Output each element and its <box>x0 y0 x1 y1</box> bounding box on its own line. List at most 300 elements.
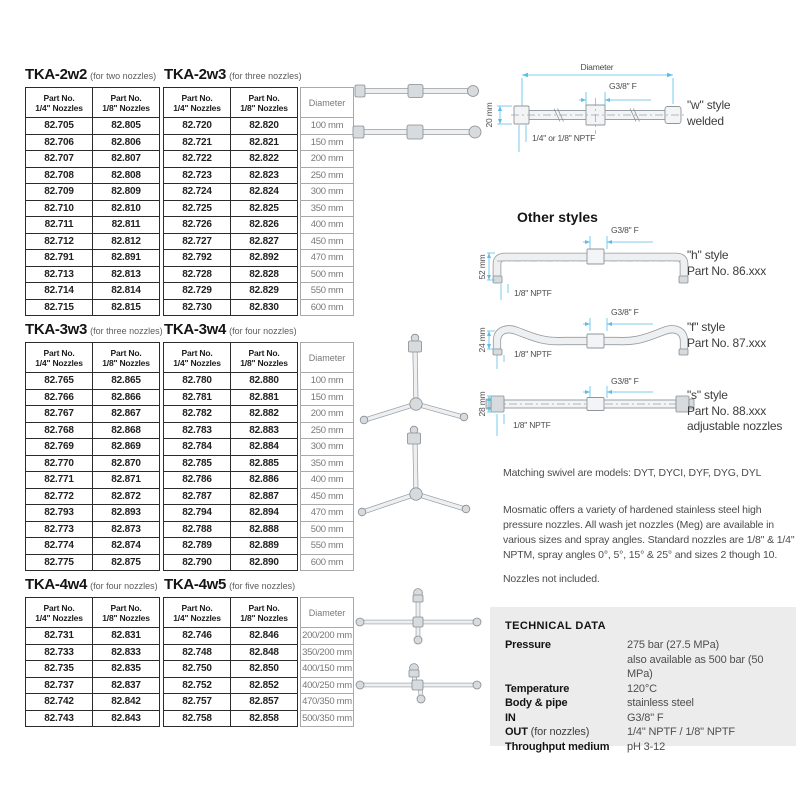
part-number-cell: 82.765 <box>26 373 93 390</box>
table-row <box>301 521 354 538</box>
technical-data-value: 1/4" NPTF / 1/8" NPTF <box>627 726 735 738</box>
table-row <box>301 373 354 390</box>
diameter-cell: 400 mm <box>301 217 354 234</box>
part-number-cell: 82.743 <box>26 710 93 727</box>
diameter-cell: 150 mm <box>301 134 354 151</box>
part-number-cell: 82.709 <box>26 184 93 201</box>
table-row <box>301 538 354 555</box>
diameter-cell: 400/250 mm <box>301 677 354 694</box>
table-row <box>301 217 354 234</box>
header-row <box>164 88 298 118</box>
part-number-cell: 82.824 <box>231 184 298 201</box>
part-number-cell: 82.708 <box>26 167 93 184</box>
table-title-text: TKA-3w3 <box>25 321 88 338</box>
part-number-cell: 82.781 <box>164 389 231 406</box>
table-row <box>26 661 160 678</box>
table-row <box>26 283 160 300</box>
f-style-drawing <box>477 305 698 373</box>
table-title-text: TKA-4w4 <box>25 576 88 593</box>
table-row <box>26 184 160 201</box>
style-part-number: Part No. 88.xxx <box>687 403 767 418</box>
diameter-cell: 470 mm <box>301 505 354 522</box>
part-number-cell: 82.888 <box>231 521 298 538</box>
table-row <box>301 151 354 168</box>
part-number-cell: 82.889 <box>231 538 298 555</box>
part-number-cell: 82.869 <box>93 439 160 456</box>
part-number-cell: 82.794 <box>164 505 231 522</box>
part-number-cell: 82.707 <box>26 151 93 168</box>
column-header: Diameter <box>301 598 354 628</box>
part-number-cell: 82.710 <box>26 200 93 217</box>
diameter-cell: 400 mm <box>301 472 354 489</box>
block-titles <box>25 66 360 87</box>
table-row <box>26 677 160 694</box>
part-number-cell: 82.706 <box>26 134 93 151</box>
part-number-cell: 82.770 <box>26 455 93 472</box>
header-row <box>26 88 160 118</box>
technical-data-label: Pressure <box>505 639 551 651</box>
diameter-cell: 350/200 mm <box>301 644 354 661</box>
table-row <box>164 250 298 267</box>
table-row <box>164 233 298 250</box>
table-row <box>164 628 298 645</box>
tripod-2 <box>358 426 470 516</box>
technical-data-row <box>505 638 788 682</box>
table-title-note: (for four nozzles) <box>229 326 297 336</box>
diameter-cell: 100 mm <box>301 118 354 135</box>
technical-data-rows <box>505 638 788 754</box>
part-number-cell: 82.872 <box>93 488 160 505</box>
part-number-cell: 82.769 <box>26 439 93 456</box>
part-number-cell: 82.757 <box>164 694 231 711</box>
part-number-cell: 82.848 <box>231 644 298 661</box>
table-row <box>26 710 160 727</box>
table-row <box>164 134 298 151</box>
column-header: Part No. 1/8" Nozzles <box>93 598 160 628</box>
s-style-label <box>687 388 782 435</box>
technical-data-row <box>505 740 788 755</box>
part-number-cell: 82.843 <box>93 710 160 727</box>
table-row <box>26 521 160 538</box>
h-style-drawing <box>477 222 698 312</box>
table-row <box>301 472 354 489</box>
technical-data-label: Throughput medium <box>505 740 610 753</box>
part-number-cell: 82.884 <box>231 439 298 456</box>
part-number-cell: 82.771 <box>26 472 93 489</box>
diameter-cell: 500 mm <box>301 521 354 538</box>
part-number-cell: 82.785 <box>164 455 231 472</box>
part-number-cell: 82.809 <box>93 184 160 201</box>
table-block-tka4 <box>25 576 360 727</box>
table-row <box>301 299 354 316</box>
table-row <box>164 455 298 472</box>
part-number-cell: 82.821 <box>231 134 298 151</box>
table-title-right <box>164 321 297 339</box>
column-header: Part No. 1/4" Nozzles <box>26 343 93 373</box>
w-style-label <box>687 97 730 129</box>
table-title-right <box>164 576 295 594</box>
table-row <box>301 488 354 505</box>
height-dim-label: 20 mm <box>484 102 494 128</box>
part-number-cell: 82.822 <box>231 151 298 168</box>
product-image-cross-assemblies <box>352 582 492 707</box>
part-number-cell: 82.875 <box>93 554 160 571</box>
table-row <box>301 200 354 217</box>
diameter-cell: 250 mm <box>301 422 354 439</box>
cross-4-nozzle <box>356 589 481 644</box>
table-row <box>301 406 354 423</box>
part-number-cell: 82.791 <box>26 250 93 267</box>
diameter-cell: 500/350 mm <box>301 710 354 727</box>
table-row <box>301 710 354 727</box>
header-row <box>301 88 354 118</box>
diameter-cell: 500 mm <box>301 266 354 283</box>
part-number-table <box>25 597 160 727</box>
part-number-cell: 82.885 <box>231 455 298 472</box>
w-style-drawing <box>483 58 698 178</box>
column-header: Part No. 1/4" Nozzles <box>164 598 231 628</box>
part-number-cell: 82.826 <box>231 217 298 234</box>
column-header: Part No. 1/4" Nozzles <box>26 598 93 628</box>
table-row <box>301 505 354 522</box>
part-number-cell: 82.720 <box>164 118 231 135</box>
style-name: "f" style <box>687 320 726 334</box>
diameter-cell: 150 mm <box>301 389 354 406</box>
part-number-cell: 82.705 <box>26 118 93 135</box>
part-number-cell: 82.790 <box>164 554 231 571</box>
technical-data-value: stainless steel <box>627 697 694 709</box>
table-row <box>26 250 160 267</box>
technical-data-value: 120°C <box>627 682 657 695</box>
technical-data-row <box>505 696 788 711</box>
part-number-cell: 82.725 <box>164 200 231 217</box>
header-row <box>301 598 354 628</box>
diameter-cell: 200/200 mm <box>301 628 354 645</box>
table-row <box>164 710 298 727</box>
table-row <box>164 299 298 316</box>
table-row <box>164 373 298 390</box>
table-row <box>301 694 354 711</box>
column-header: Part No. 1/8" Nozzles <box>231 598 298 628</box>
technical-data-label: IN <box>505 711 516 724</box>
diameter-cell: 100 mm <box>301 373 354 390</box>
nptf-dim-label: 1/4" or 1/8" NPTF <box>532 133 596 143</box>
part-number-table <box>25 342 160 571</box>
diameter-cell: 600 mm <box>301 299 354 316</box>
nptf-dim-label: 1/8" NPTF <box>514 288 552 298</box>
table-row <box>164 538 298 555</box>
diameter-dim-label: Diameter <box>580 62 614 72</box>
table-row <box>301 266 354 283</box>
spray-bar-2 <box>353 125 481 139</box>
table-row <box>301 439 354 456</box>
cross-5-nozzle <box>356 664 481 703</box>
table-row <box>301 628 354 645</box>
part-number-cell: 82.767 <box>26 406 93 423</box>
diameter-table <box>300 87 354 316</box>
table-title-text: TKA-2w3 <box>164 66 227 83</box>
part-number-cell: 82.870 <box>93 455 160 472</box>
table-row <box>301 134 354 151</box>
table-row <box>26 472 160 489</box>
part-number-cell: 82.788 <box>164 521 231 538</box>
part-number-cell: 82.792 <box>164 250 231 267</box>
part-number-cell: 82.868 <box>93 422 160 439</box>
part-number-cell: 82.874 <box>93 538 160 555</box>
technical-data-row <box>505 711 788 726</box>
header-row <box>26 598 160 628</box>
table-row <box>164 472 298 489</box>
part-number-cell: 82.750 <box>164 661 231 678</box>
table-row <box>301 389 354 406</box>
diameter-cell: 450 mm <box>301 488 354 505</box>
part-number-cell: 82.806 <box>93 134 160 151</box>
part-number-cell: 82.758 <box>164 710 231 727</box>
table-row <box>301 554 354 571</box>
part-number-cell: 82.887 <box>231 488 298 505</box>
height-dim-label: 28 mm <box>477 391 487 417</box>
table-row <box>26 118 160 135</box>
other-styles-heading: Other styles <box>517 208 598 225</box>
header-row <box>26 343 160 373</box>
table-row <box>164 184 298 201</box>
style-note: adjustable nozzles <box>687 419 783 433</box>
technical-data-title: TECHNICAL DATA <box>505 620 606 632</box>
matching-swivel-text: Matching swivel are models: DYT, DYCI, DYF, DYG, DYL <box>503 466 762 479</box>
technical-data-row <box>505 725 788 740</box>
part-number-cell: 82.894 <box>231 505 298 522</box>
part-number-cell: 82.858 <box>231 710 298 727</box>
description-paragraph: Mosmatic offers a variety of hardened stainless steel high pressure nozzles. All wash jet nozzles (Meg) are available in various sizes and spray angles. Standard nozzles are 1/8" & 1/4" NPTM, spray angles 0°, 5°, 15° & 25° and sizes 2 though 10. <box>503 503 795 561</box>
diameter-cell: 400/150 mm <box>301 661 354 678</box>
nozzles-note: Nozzles not included. <box>503 572 600 585</box>
tables-row <box>25 87 360 316</box>
part-number-cell: 82.713 <box>26 266 93 283</box>
table-row <box>26 628 160 645</box>
part-number-cell: 82.810 <box>93 200 160 217</box>
part-number-cell: 82.812 <box>93 233 160 250</box>
style-name: "w" style <box>687 98 731 112</box>
style-part-number: Part No. 86.xxx <box>687 264 767 278</box>
part-number-cell: 82.808 <box>93 167 160 184</box>
part-number-cell: 82.823 <box>231 167 298 184</box>
part-number-cell: 82.766 <box>26 389 93 406</box>
part-number-cell: 82.722 <box>164 151 231 168</box>
tripod-1 <box>360 334 468 424</box>
technical-data-value: G3/8" F <box>627 711 664 724</box>
part-number-cell: 82.733 <box>26 644 93 661</box>
part-number-cell: 82.820 <box>231 118 298 135</box>
height-dim-label: 52 mm <box>477 254 487 280</box>
column-header: Part No. 1/8" Nozzles <box>93 343 160 373</box>
part-number-cell: 82.829 <box>231 283 298 300</box>
part-number-table <box>163 342 298 571</box>
part-number-cell: 82.735 <box>26 661 93 678</box>
table-row <box>164 422 298 439</box>
diameter-cell: 550 mm <box>301 538 354 555</box>
part-number-cell: 82.723 <box>164 167 231 184</box>
part-number-cell: 82.850 <box>231 661 298 678</box>
part-number-cell: 82.780 <box>164 373 231 390</box>
diameter-cell: 600 mm <box>301 554 354 571</box>
part-number-cell: 82.882 <box>231 406 298 423</box>
column-header: Diameter <box>301 88 354 118</box>
table-row <box>26 373 160 390</box>
part-number-cell: 82.833 <box>93 644 160 661</box>
part-number-cell: 82.857 <box>231 694 298 711</box>
diameter-cell: 350 mm <box>301 200 354 217</box>
technical-data-row <box>505 682 788 697</box>
column-header: Diameter <box>301 343 354 373</box>
part-number-cell: 82.880 <box>231 373 298 390</box>
part-number-cell: 82.724 <box>164 184 231 201</box>
diameter-cell: 450 mm <box>301 233 354 250</box>
diameter-cell: 350 mm <box>301 455 354 472</box>
table-row <box>301 422 354 439</box>
part-number-cell: 82.726 <box>164 217 231 234</box>
column-header: Part No. 1/8" Nozzles <box>231 88 298 118</box>
technical-data-value: 275 bar (27.5 MPa) also available as 500 bar (50 MPa) <box>627 639 764 680</box>
table-row <box>26 694 160 711</box>
part-number-cell: 82.711 <box>26 217 93 234</box>
table-row <box>164 151 298 168</box>
technical-data-label: OUT (for nozzles) <box>505 726 590 738</box>
table-block-tka2 <box>25 66 360 316</box>
part-number-cell: 82.825 <box>231 200 298 217</box>
s-style-drawing <box>477 374 698 446</box>
part-number-cell: 82.793 <box>26 505 93 522</box>
part-number-cell: 82.775 <box>26 554 93 571</box>
nptf-dim-label: 1/8" NPTF <box>514 349 552 359</box>
table-row <box>164 283 298 300</box>
f-style-label <box>687 319 766 351</box>
diameter-table <box>300 597 354 727</box>
table-title-left <box>25 576 158 594</box>
diameter-cell: 470 mm <box>301 250 354 267</box>
part-number-cell: 82.811 <box>93 217 160 234</box>
table-row <box>26 644 160 661</box>
part-number-cell: 82.813 <box>93 266 160 283</box>
part-number-cell: 82.892 <box>231 250 298 267</box>
tables-row <box>25 342 360 571</box>
part-number-cell: 82.772 <box>26 488 93 505</box>
part-number-cell: 82.815 <box>93 299 160 316</box>
part-number-cell: 82.881 <box>231 389 298 406</box>
table-row <box>26 233 160 250</box>
table-row <box>26 422 160 439</box>
table-row <box>26 406 160 423</box>
product-image-three-nozzle-tripods <box>352 332 482 530</box>
table-row <box>301 661 354 678</box>
part-number-cell: 82.835 <box>93 661 160 678</box>
part-number-cell: 82.805 <box>93 118 160 135</box>
table-row <box>301 233 354 250</box>
part-number-cell: 82.886 <box>231 472 298 489</box>
table-title-note: (for five nozzles) <box>229 581 296 591</box>
table-row <box>164 488 298 505</box>
style-name: "h" style <box>687 248 729 262</box>
table-title-note: (for three nozzles) <box>90 326 163 336</box>
table-row <box>26 151 160 168</box>
part-number-cell: 82.783 <box>164 422 231 439</box>
technical-data-label: Body & pipe <box>505 697 568 709</box>
diameter-cell: 550 mm <box>301 283 354 300</box>
table-row <box>164 266 298 283</box>
thread-dim-label: G3/8" F <box>611 225 639 235</box>
part-number-cell: 82.786 <box>164 472 231 489</box>
part-number-cell: 82.852 <box>231 677 298 694</box>
header-row <box>164 343 298 373</box>
part-number-cell: 82.831 <box>93 628 160 645</box>
part-number-cell: 82.867 <box>93 406 160 423</box>
table-row <box>26 455 160 472</box>
thread-dim-label: G3/8" F <box>609 81 637 91</box>
part-number-cell: 82.866 <box>93 389 160 406</box>
part-number-cell: 82.727 <box>164 233 231 250</box>
technical-data-label: Temperature <box>505 682 570 695</box>
part-number-cell: 82.712 <box>26 233 93 250</box>
part-number-cell: 82.730 <box>164 299 231 316</box>
part-number-cell: 82.728 <box>164 266 231 283</box>
table-row <box>164 439 298 456</box>
table-row <box>164 661 298 678</box>
table-row <box>164 118 298 135</box>
table-row <box>164 389 298 406</box>
part-number-cell: 82.827 <box>231 233 298 250</box>
diameter-cell: 300 mm <box>301 439 354 456</box>
thread-dim-label: G3/8" F <box>611 307 639 317</box>
table-row <box>26 389 160 406</box>
table-row <box>164 200 298 217</box>
column-header: Part No. 1/4" Nozzles <box>26 88 93 118</box>
part-number-cell: 82.784 <box>164 439 231 456</box>
table-row <box>301 455 354 472</box>
column-header: Part No. 1/8" Nozzles <box>231 343 298 373</box>
part-number-cell: 82.814 <box>93 283 160 300</box>
block-titles <box>25 321 360 342</box>
technical-data-panel <box>490 607 796 753</box>
table-row <box>26 538 160 555</box>
part-number-cell: 82.731 <box>26 628 93 645</box>
table-row <box>301 283 354 300</box>
table-title-left <box>25 321 163 339</box>
part-number-cell: 82.893 <box>93 505 160 522</box>
table-title-left <box>25 66 156 84</box>
header-row <box>301 343 354 373</box>
style-part-number: Part No. 87.xxx <box>687 336 767 350</box>
block-titles <box>25 576 360 597</box>
diameter-cell: 300 mm <box>301 184 354 201</box>
part-number-cell: 82.873 <box>93 521 160 538</box>
part-number-cell: 82.721 <box>164 134 231 151</box>
table-row <box>26 488 160 505</box>
table-row <box>26 299 160 316</box>
part-number-cell: 82.883 <box>231 422 298 439</box>
part-number-cell: 82.828 <box>231 266 298 283</box>
table-row <box>26 167 160 184</box>
diameter-cell: 470/350 mm <box>301 694 354 711</box>
part-number-cell: 82.737 <box>26 677 93 694</box>
column-header: Part No. 1/8" Nozzles <box>93 88 160 118</box>
part-number-cell: 82.742 <box>26 694 93 711</box>
part-number-cell: 82.837 <box>93 677 160 694</box>
table-title-text: TKA-4w5 <box>164 576 227 593</box>
table-row <box>26 217 160 234</box>
table-title-right <box>164 66 302 84</box>
h-style-label <box>687 247 766 279</box>
diameter-cell: 200 mm <box>301 406 354 423</box>
table-row <box>301 118 354 135</box>
